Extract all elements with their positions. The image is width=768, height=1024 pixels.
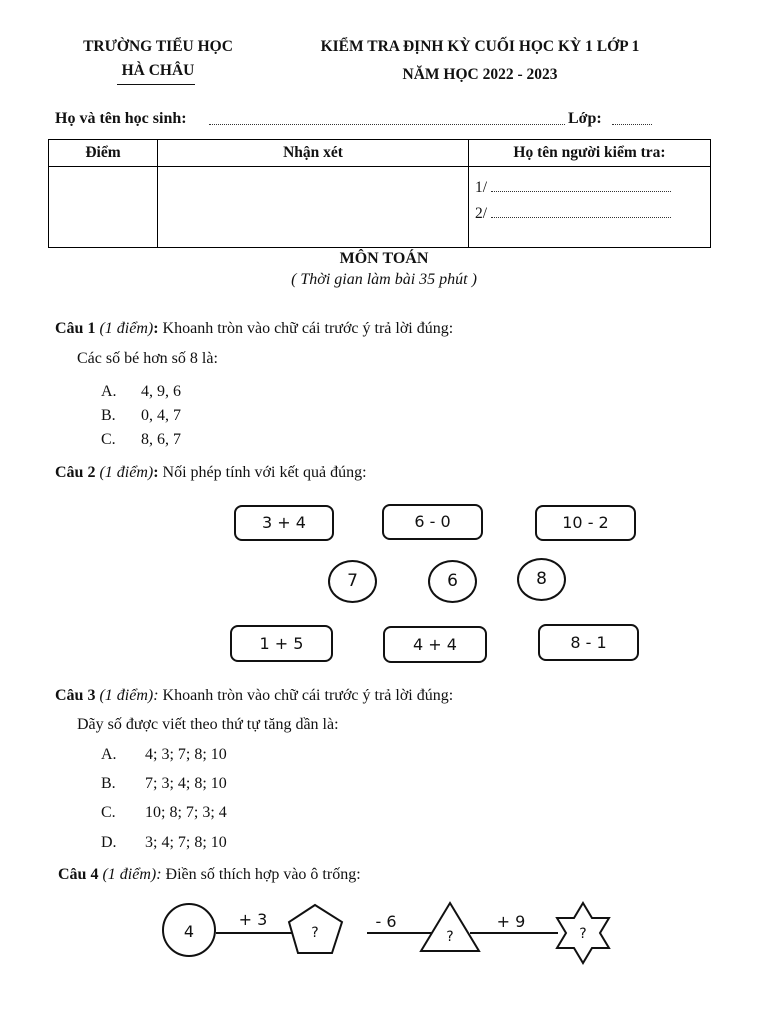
school-name: TRƯỜNG TIỂU HỌC [83,38,233,55]
q2-expression-box[interactable]: 3 + 4 [234,505,334,541]
q4-op-1: + 3 [238,910,268,929]
option-letter: C. [101,431,116,448]
q4-blank-2[interactable]: ? [446,929,454,945]
option-text: 4, 9, 6 [141,383,181,400]
q3-prompt: Dãy số được viết theo thứ tự tăng dần là: [77,716,339,733]
grader-cell[interactable] [469,167,711,248]
student-name-field[interactable] [209,112,565,125]
q4-blank-1[interactable]: ? [311,925,319,941]
q2-result-circle[interactable]: 8 [517,558,566,601]
grader-2-field[interactable] [491,205,671,218]
student-name-label: Họ và tên học sinh: [55,110,187,127]
grader-2-label: 2/ [475,205,488,222]
q1-heading [55,320,453,338]
score-cell[interactable] [49,167,158,248]
q2-points: (1 điểm) [99,464,154,481]
q4-op-3: + 9 [496,912,526,931]
q2-heading [55,464,367,482]
q2-expression-box[interactable]: 10 - 2 [535,505,636,541]
q2-label: Câu 2 [55,464,96,481]
exam-duration: ( Thời gian làm bài 35 phút ) [291,271,477,288]
q3-points: (1 điểm): [99,687,159,704]
q1-option-a[interactable] [101,383,181,401]
q4-start-value: 4 [183,922,195,941]
q2-expression-box[interactable]: 1 + 5 [230,625,333,662]
q4-label: Câu 4 [58,866,99,883]
q1-option-c[interactable] [101,431,181,449]
option-text: 4; 3; 7; 8; 10 [145,746,227,763]
q2-result-circle[interactable]: 6 [428,560,477,603]
q4-points: (1 điểm): [102,866,162,883]
option-text: 7; 3; 4; 8; 10 [145,775,227,792]
option-letter: B. [101,407,116,424]
class-label: Lớp: [568,110,602,127]
q1-instruction: Khoanh tròn vào chữ cái trước ý trả lời đúng: [162,320,454,337]
option-letter: A. [101,746,117,763]
q2-expression-box[interactable]: 8 - 1 [538,624,639,661]
option-text: 3; 4; 7; 8; 10 [145,834,227,851]
q3-option-a[interactable] [101,746,227,764]
q4-op-2: - 6 [375,912,397,931]
q4-number-chain [150,895,620,965]
q3-option-d[interactable] [101,834,227,852]
option-letter: C. [101,804,116,821]
col-comment-header: Nhận xét [158,140,469,167]
q2-expression-box[interactable]: 6 - 0 [382,504,483,540]
q4-heading [58,866,361,884]
q1-points: (1 điểm) [99,320,154,337]
grader-1-label: 1/ [475,179,488,196]
q1-label: Câu 1 [55,320,96,337]
subject-title: MÔN TOÁN [339,250,429,267]
q1-option-b[interactable] [101,407,181,425]
col-grader-header: Họ tên người kiểm tra: [469,140,711,167]
q1-colon: : [153,320,159,337]
school-location: HÀ CHÂU [121,62,195,79]
q3-heading [55,687,453,705]
q2-instruction: Nối phép tính với kết quả đúng: [162,464,367,481]
q3-option-c[interactable] [101,804,227,822]
option-text: 0, 4, 7 [141,407,181,424]
q4-instruction: Điền số thích hợp vào ô trống: [165,866,361,883]
q3-option-b[interactable] [101,775,227,793]
q2-colon: : [153,464,159,481]
class-field[interactable] [612,112,652,125]
q4-blank-3[interactable]: ? [579,926,587,942]
q2-expression-box[interactable]: 4 + 4 [383,626,487,663]
grade-table [48,139,711,248]
school-year: NĂM HỌC 2022 - 2023 [402,66,558,83]
option-text: 10; 8; 7; 3; 4 [145,804,227,821]
q1-prompt: Các số bé hơn số 8 là: [77,350,218,367]
option-letter: A. [101,383,117,400]
grader-1-field[interactable] [491,179,671,192]
q3-instruction: Khoanh tròn vào chữ cái trước ý trả lời đúng: [162,687,454,704]
comment-cell[interactable] [158,167,469,248]
col-score-header: Điểm [49,140,158,167]
school-underline [117,84,195,85]
exam-title: KIỂM TRA ĐỊNH KỲ CUỐI HỌC KỲ 1 LỚP 1 [320,38,640,55]
option-letter: D. [101,834,117,851]
q3-label: Câu 3 [55,687,96,704]
q2-result-circle[interactable]: 7 [328,560,377,603]
option-text: 8, 6, 7 [141,431,181,448]
option-letter: B. [101,775,116,792]
